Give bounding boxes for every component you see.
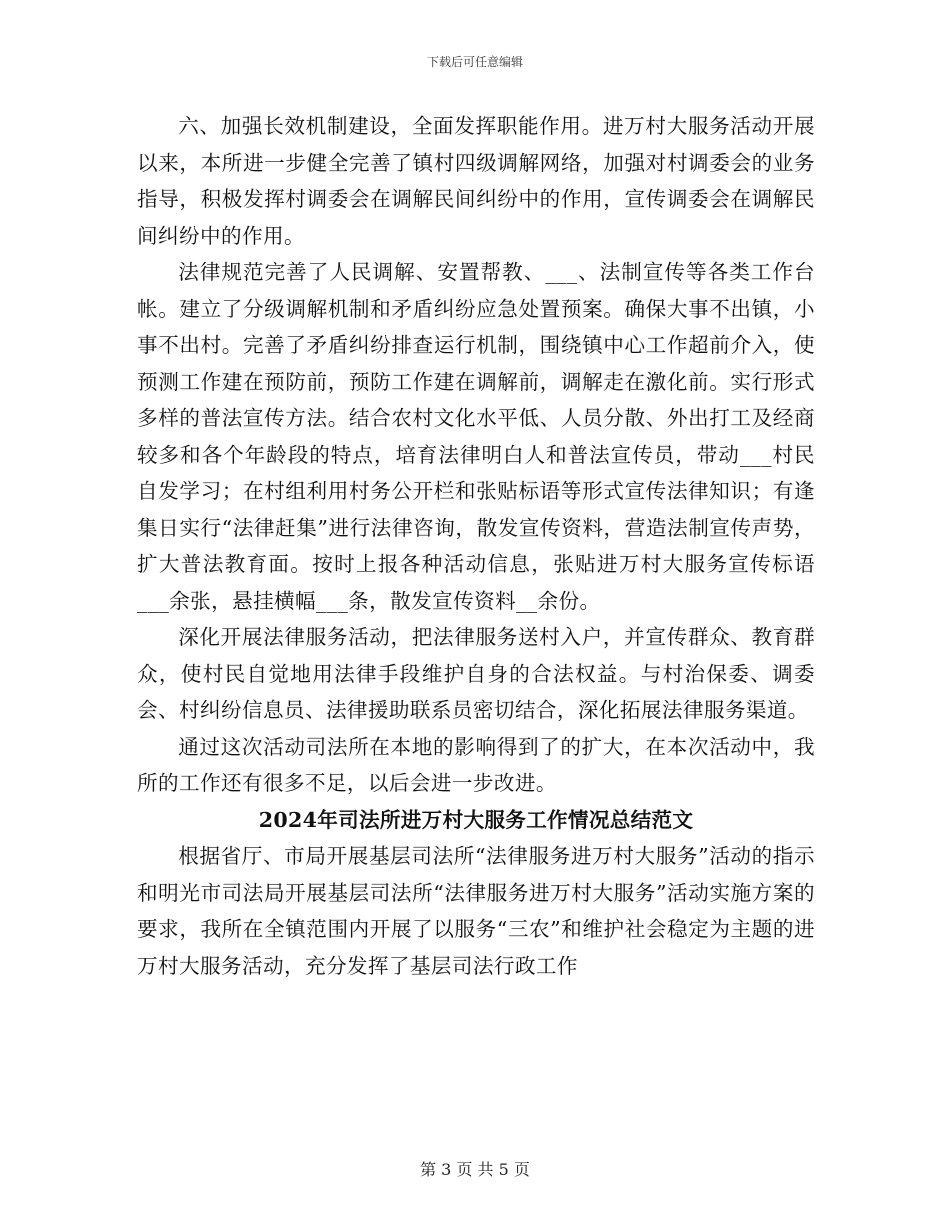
- page-header: 下载后可任意编辑: [426, 55, 523, 69]
- paragraph-section-intro: 根据省厅、市局开展基层司法所“法律服务进万村大服务”活动的指示和明光市司法局开展基层司法所“法律服务进万村大服务”活动实施方案的要求，我所在全镇范围内开展了以服务“三农”和维护社会稳定为主题的进万村大服务活动，充分发挥了基层司法行政工作: [137, 844, 815, 978]
- paragraph-legal-services: 深化开展法律服务活动，把法律服务送村入户，并宣传群众、教育群众，使村民自觉地用法律手段维护自身的合法权益。与村治保委、调委会、村纠纷信息员、法律援助联系员密切结合，深化拓展法律服务渠道。: [137, 625, 815, 722]
- document-body: [137, 108, 815, 984]
- page-number: 第 3 页 共 5 页: [420, 1160, 530, 1179]
- paragraph-legal-standards: 法律规范完善了人民调解、安置帮教、___、法制宣传等各类工作台帐。建立了分级调解机制和矛盾纠纷应急处置预案。确保大事不出镇，小事不出村。完善了矛盾纠纷排查运行机制，围绕镇中心工作超前介入，使预测工作建在预防前，预防工作建在调解前，调解走在激化前。实行形式多样的普法宣传方法。结合农村文化水平低、人员分散、外出打工及经商较多和各个年龄段的特点，培育法律明白人和普法宣传员，带动___村民自发学习；在村组利用村务公开栏和张贴标语等形式宣传法律知识；有逢集日实行“法律赶集”进行法律咨询，散发宣传资料，营造法制宣传声势，扩大普法教育面。按时上报各种活动信息，张贴进万村大服务宣传标语___余张，悬挂横幅___条，散发宣传资料__余份。: [137, 260, 815, 613]
- section-title: 2024年司法所进万村大服务工作情况总结范文: [258, 807, 694, 832]
- paragraph-mechanism: 六、加强长效机制建设，全面发挥职能作用。进万村大服务活动开展以来，本所进一步健全完善了镇村四级调解网络，加强对村调委会的业务指导，积极发挥村调委会在调解民间纠纷中的作用，宣传调委会在调解民间纠纷中的作用。: [137, 114, 815, 248]
- paragraph-conclusion: 通过这次活动司法所在本地的影响得到了的扩大，在本次活动中，我所的工作还有很多不足，以后会进一步改进。: [137, 734, 815, 795]
